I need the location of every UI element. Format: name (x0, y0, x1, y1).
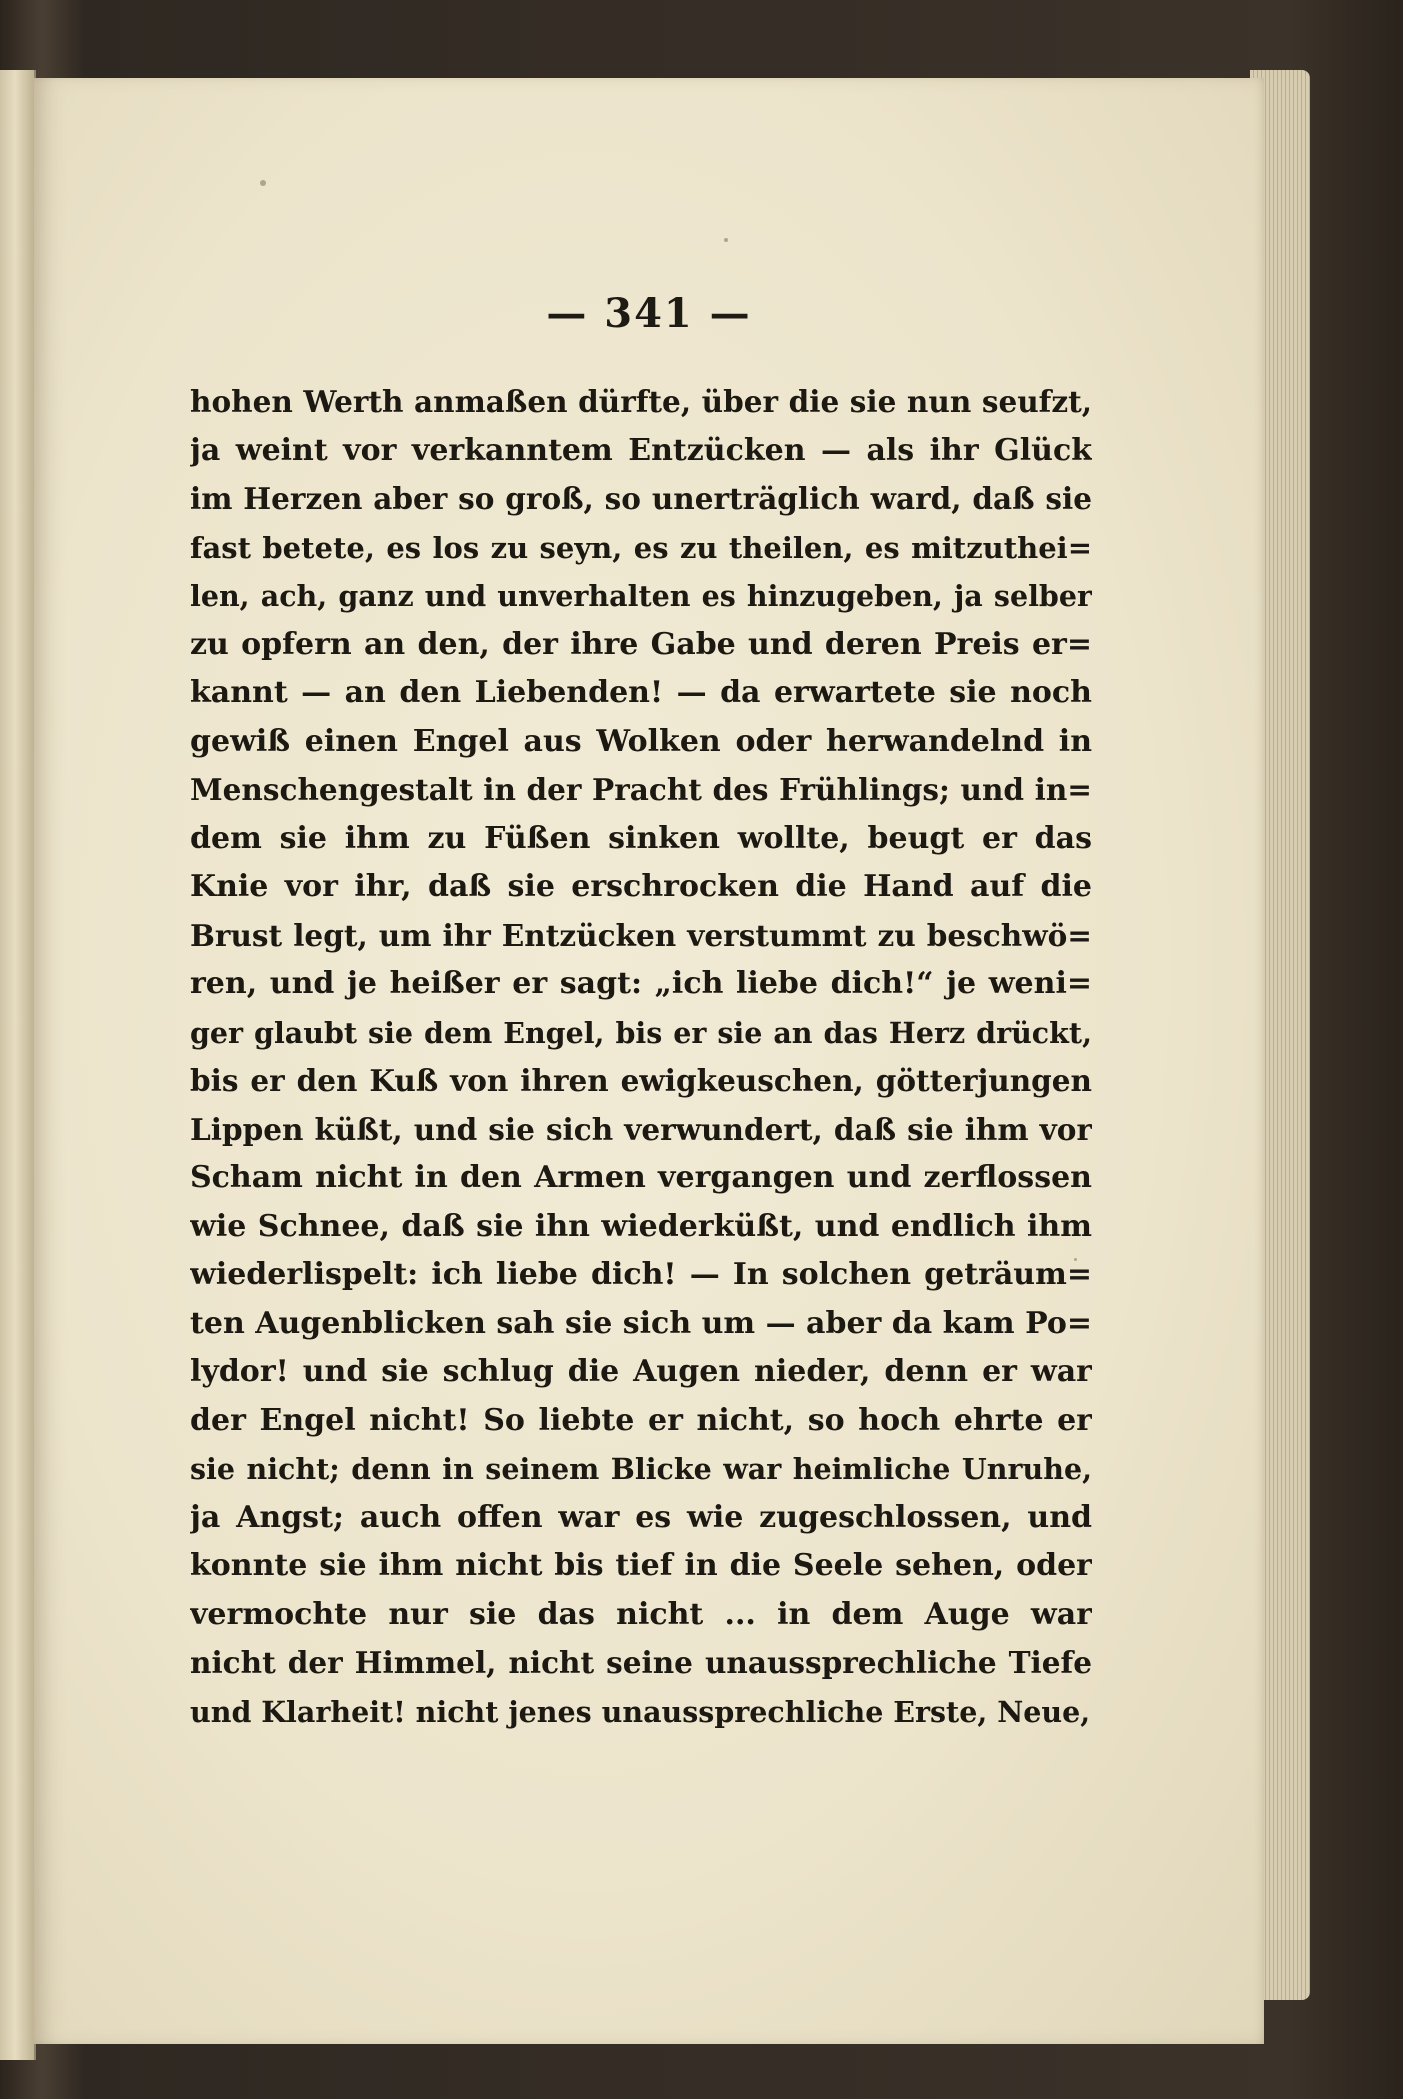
paper-speck (260, 180, 266, 186)
text-line: hohen Werth anmaßen dürfte, über die sie nun seufzt, (190, 384, 1092, 419)
text-line: nicht der Himmel, nicht seine unaussprechliche Tiefe (190, 1645, 1092, 1680)
text-line: vermochte nur sie das nicht ... in dem Auge war (190, 1596, 1092, 1632)
text-line: kannt — an den Liebenden! — da erwartete sie noch (190, 675, 1092, 710)
text-line: ja weint vor verkanntem Entzücken — als ihr Glück (190, 432, 1092, 468)
text-line: ger glaubt sie dem Engel, bis er sie an das Herz drückt, (190, 1015, 1092, 1050)
text-line: bis er den Kuß von ihren ewigkeuschen, götterjungen (190, 1063, 1092, 1098)
text-line: lydor! und sie schlug die Augen nieder, denn er war (190, 1354, 1092, 1389)
text-line: len, ach, ganz und unverhalten es hinzugeben, ja selber (190, 579, 1092, 613)
text-line: wie Schnee, daß sie ihn wiederküßt, und endlich ihm (190, 1208, 1092, 1244)
text-line: Lippen küßt, und sie sich verwundert, daß sie ihm vor (190, 1111, 1092, 1147)
text-line: Knie vor ihr, daß sie erschrocken die Hand auf die (190, 869, 1092, 904)
previous-page-edge (0, 70, 36, 2060)
text-line: zu opfern an den, der ihre Gabe und deren Preis er= (190, 626, 1092, 662)
text-line: ren, und je heißer er sagt: „ich liebe dich!“ je weni= (190, 966, 1092, 1001)
text-line: wiederlispelt: ich liebe dich! — In solchen geträum= (190, 1257, 1092, 1292)
book-page (34, 78, 1264, 2044)
page-number: — 341 — (546, 290, 752, 337)
paper-speck (724, 238, 728, 242)
text-line: der Engel nicht! So liebte er nicht, so hoch ehrte er (190, 1402, 1092, 1438)
text-line: Scham nicht in den Armen vergangen und zerflossen (190, 1160, 1092, 1195)
text-line: dem sie ihm zu Füßen sinken wollte, beugt er das (190, 820, 1092, 856)
text-line: gewiß einen Engel aus Wolken oder herwandelnd in (190, 723, 1092, 759)
text-line: konnte sie ihm nicht bis tief in die Seele sehen, oder (190, 1548, 1092, 1583)
text-line: ja Angst; auch offen war es wie zugeschlossen, und (190, 1499, 1092, 1535)
text-line: Menschengestalt in der Pracht des Frühlings; und in= (190, 772, 1092, 807)
text-line: fast betete, es los zu seyn, es zu theilen, es mitzuthei= (190, 530, 1092, 565)
text-line: im Herzen aber so groß, so unerträglich ward, daß sie (190, 481, 1092, 516)
body-text (190, 378, 1092, 1736)
text-line: Brust legt, um ihr Entzücken verstummt zu beschwö= (190, 917, 1092, 953)
text-line: sie nicht; denn in seinem Blicke war heimliche Unruhe, (190, 1452, 1092, 1486)
text-line: ten Augenblicken sah sie sich um — aber da kam Po= (190, 1305, 1092, 1341)
paper-speck (1074, 1258, 1077, 1261)
text-line: und Klarheit! nicht jenes unaussprechliche Erste, Neue, (190, 1694, 1091, 1729)
